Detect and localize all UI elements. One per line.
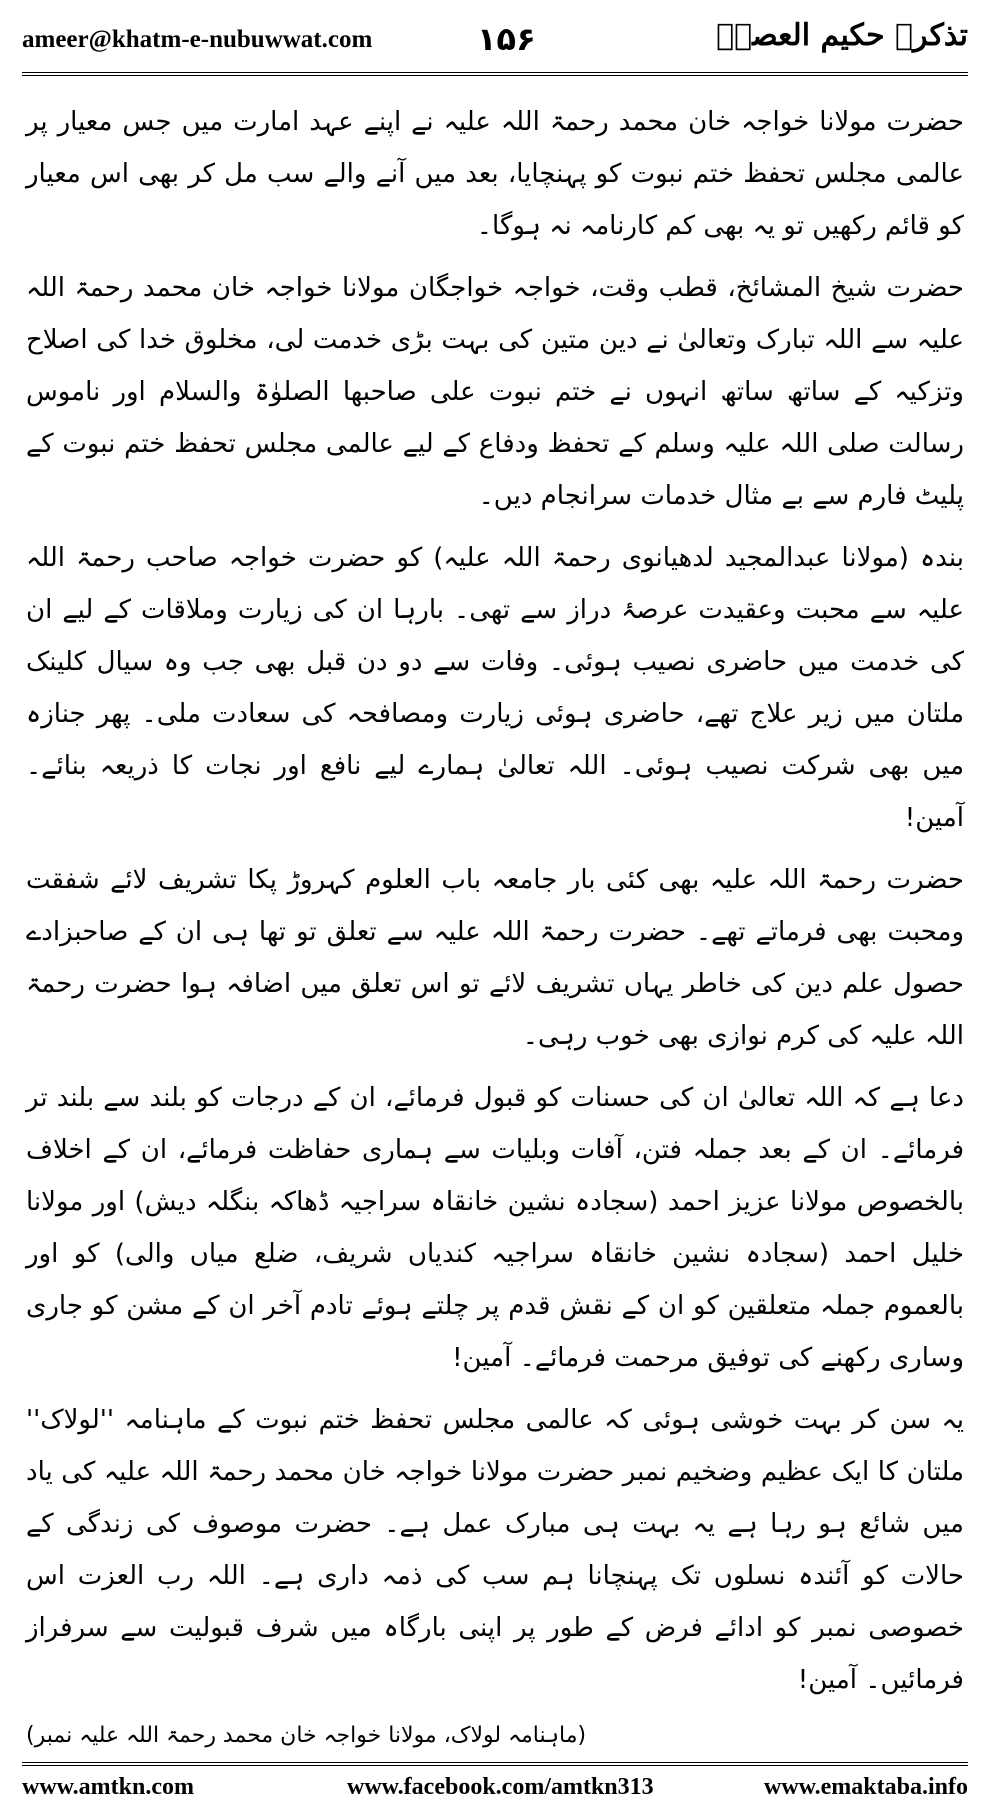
footer-divider <box>22 1762 968 1766</box>
book-title: تذکرہ حکیم العصرؒ <box>716 18 968 53</box>
paragraph: حضرت شیخ المشائخ، قطب وقت، خواجہ خواجگان مولانا خواجہ خان محمد رحمۃ اللہ علیہ سے اللہ تبارک وتعالیٰ نے دین متین کی بہت بڑی خدمت لی، مخلوق خدا کی اصلاح وتزکیہ کے ساتھ ساتھ انہوں نے ختم نبوت علی صاحبھا الصلوٰۃ والسلام اور ناموس رسالت صلی اللہ علیہ وسلم کے تحفظ ودفاع کے لیے عالمی مجلس تحفظ ختم نبوت کے پلیٹ فارم سے بے مثال خدمات سرانجام دیں۔ <box>26 273 964 511</box>
page-number: ۱۵۶ <box>477 20 536 58</box>
footer-link-emaktaba[interactable]: www.emaktaba.info <box>763 1774 968 1800</box>
paragraph: حضرت رحمۃ اللہ علیہ بھی کئی بار جامعہ باب العلوم کہروڑ پکا تشریف لائے شفقت ومحبت بھی فرماتے تھے۔ حضرت رحمۃ اللہ علیہ سے تعلق تو تھا ہی ان کے صاحبزادے حصول علم دین کی خاطر یہاں تشریف لائے تو اس تعلق میں اضافہ ہوا حضرت رحمۃ اللہ علیہ کی کرم نوازی بھی خوب رہی۔ <box>26 865 964 1051</box>
page-footer <box>22 1774 968 1806</box>
paragraph: دعا ہے کہ اللہ تعالیٰ ان کی حسنات کو قبول فرمائے، ان کے درجات کو بلند سے بلند تر فرمائے۔ ان کے بعد جملہ فتن، آفات وبلیات سے ہماری حفاظت فرمائے، ان کے اخلاف بالخصوص مولانا عزیز احمد (سجادہ نشین خانقاہ سراجیہ ڈھاکہ بنگلہ دیش) اور مولانا خلیل احمد (سجادہ نشین خانقاہ سراجیہ کندیاں شریف، ضلع میاں والی) کو اور بالعموم جملہ متعلقین کو ان کے نقش قدم پر چلتے ہوئے تادم آخر ان کے مشن کو جاری وساری رکھنے کی توفیق مرحمت فرمائے۔ آمین! <box>26 1083 964 1373</box>
page-header <box>22 14 968 64</box>
source-citation: (ماہنامہ لولاک، مولانا خواجہ خان محمد رحمۃ اللہ علیہ نمبر) <box>26 1723 587 1748</box>
footer-link-amtkn[interactable]: www.amtkn.com <box>22 1774 194 1800</box>
header-divider <box>22 72 968 76</box>
paragraph: حضرت مولانا خواجہ خان محمد رحمۃ اللہ علیہ نے اپنے عہد امارت میں جس معیار پر عالمی مجلس تحفظ ختم نبوت کو پہنچایا، بعد میں آنے والے سب مل کر بھی اس معیار کو قائم رکھیں تو یہ بھی کم کارنامہ نہ ہوگا۔ <box>26 107 964 241</box>
paragraph: یہ سن کر بہت خوشی ہوئی کہ عالمی مجلس تحفظ ختم نبوت کے ماہنامہ ''لولاک'' ملتان کا ایک عظیم وضخیم نمبر حضرت مولانا خواجہ خان محمد رحمۃ اللہ علیہ کی یاد میں شائع ہو رہا ہے یہ بہت ہی مبارک عمل ہے۔ حضرت موصوف کی زندگی کے حالات کو آئندہ نسلوں تک پہنچانا ہم سب کی ذمہ داری ہے۔ اللہ رب العزت اس خصوصی نمبر کو ادائے فرض کے طور پر اپنی بارگاہ میں شرف قبولیت سے سرفراز فرمائیں۔ آمین! <box>26 1405 964 1695</box>
footer-link-facebook[interactable]: www.facebook.com/amtkn313 <box>347 1774 654 1800</box>
header-email: ameer@khatm-e-nubuwwat.com <box>22 26 373 53</box>
page-body <box>26 96 964 1766</box>
paragraph: بندہ (مولانا عبدالمجید لدھیانوی رحمۃ اللہ علیہ) کو حضرت خواجہ صاحب رحمۃ اللہ علیہ سے محبت وعقیدت عرصۂ دراز سے تھی۔ بارہا ان کی زیارت وملاقات کے لیے ان کی خدمت میں حاضری نصیب ہوئی۔ وفات سے دو دن قبل بھی جب وہ سیال کلینک ملتان میں زیر علاج تھے، حاضری ہوئی زیارت ومصافحہ کی سعادت ملی۔ پھر جنازہ میں بھی شرکت نصیب ہوئی۔ اللہ تعالیٰ ہمارے لیے نافع اور نجات کا ذریعہ بنائے۔ آمین! <box>26 543 964 833</box>
